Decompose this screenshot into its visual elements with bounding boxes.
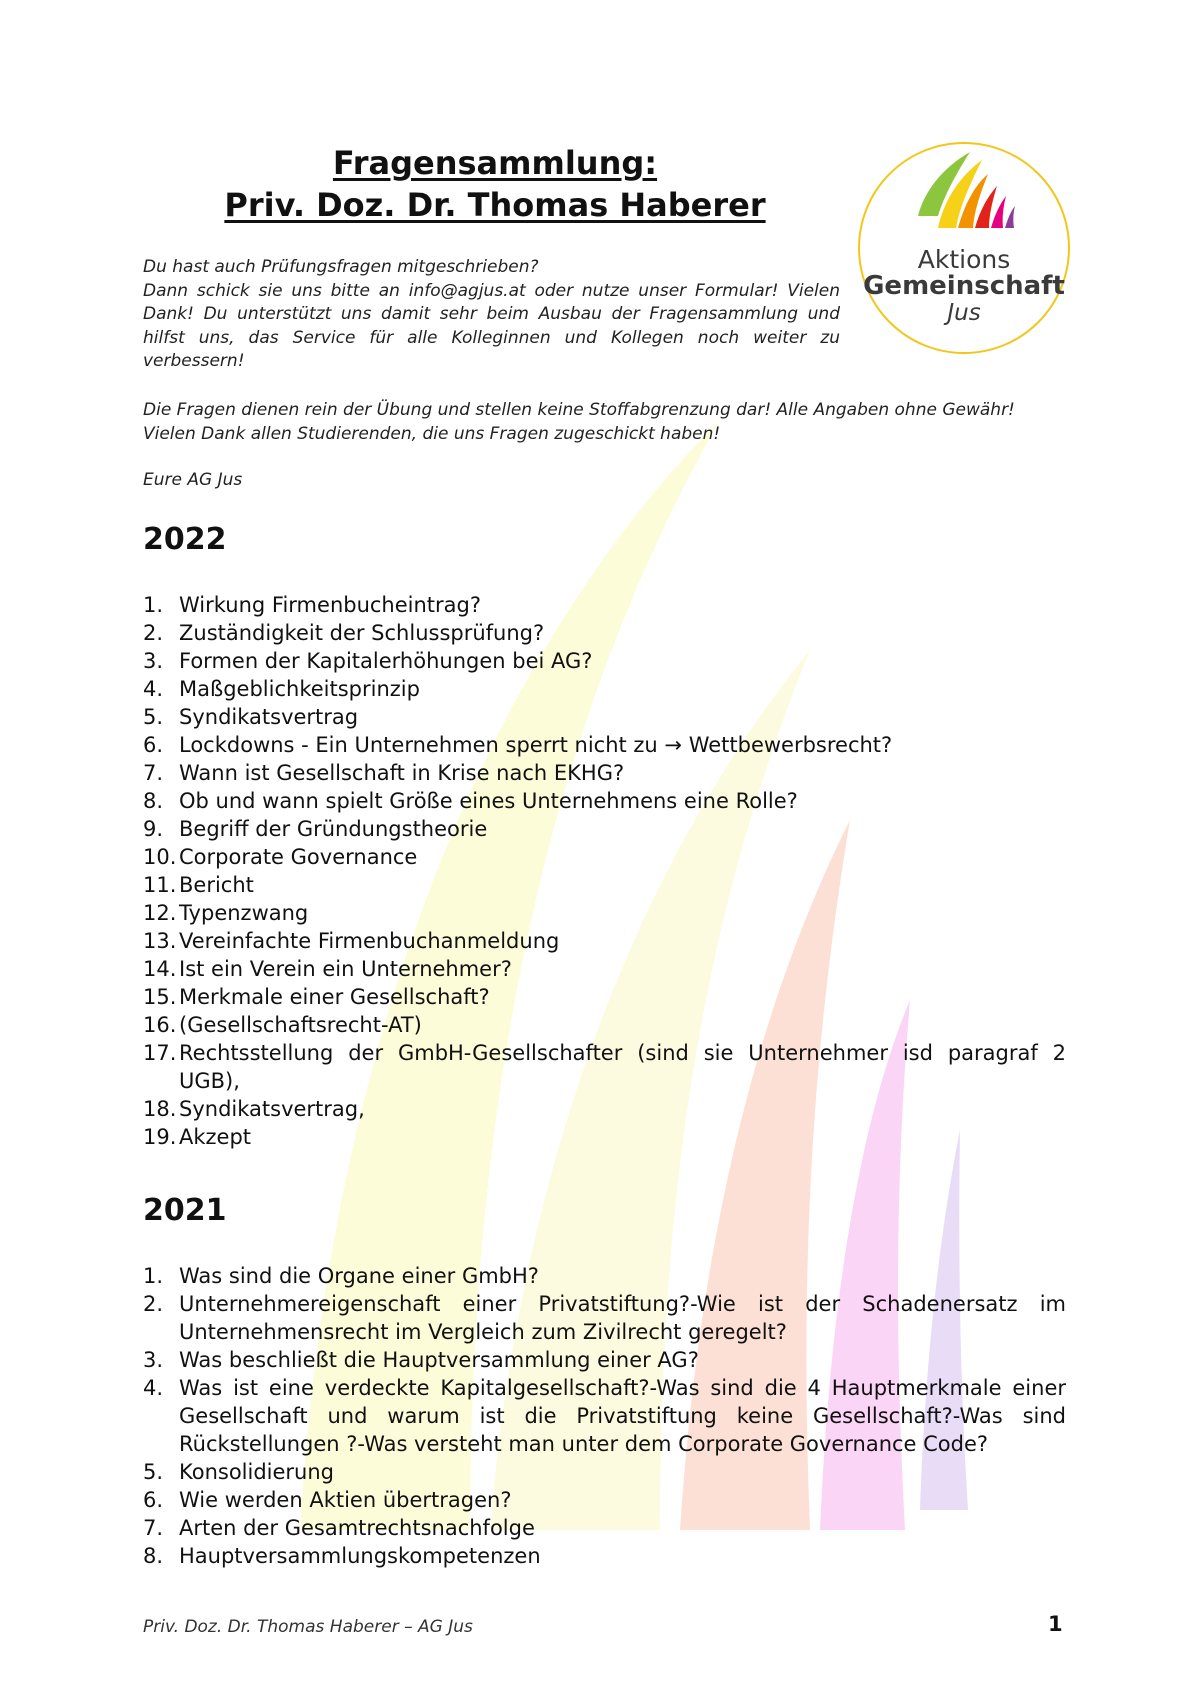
question-text: Was beschließt die Hauptversammlung einer AG? [179, 1348, 699, 1372]
question-item [143, 899, 1066, 927]
question-text: Arten der Gesamtrechtsnachfolge [179, 1516, 535, 1540]
question-number: 5. [143, 1460, 164, 1484]
question-text: Rechtsstellung der GmbH-Gesellschafter (sind sie Unternehmer isd paragraf 2 UGB), [179, 1041, 1066, 1093]
logo-flame-purple [1005, 206, 1015, 228]
intro-paragraph [143, 256, 840, 374]
thanks-text: Vielen Dank allen Studierenden, die uns Fragen zugeschickt haben! [143, 423, 721, 444]
question-number: 7. [143, 1516, 164, 1540]
question-item [143, 1542, 1066, 1570]
question-text: Was ist eine verdeckte Kapitalgesellschaft?-Was sind die 4 Hauptmerkmale einer Gesellschaft und warum ist die Privatstiftung keine Gesellschaft?-Was sind Rückstellungen ?-Was versteht man unter dem Corporate Governance Code? [179, 1376, 1066, 1456]
question-item [143, 1095, 1066, 1123]
question-item [143, 1458, 1066, 1486]
intro-question: Du hast auch Prüfungsfragen mitgeschrieben? [143, 257, 539, 277]
question-item [143, 759, 1066, 787]
question-text: Unternehmereigenschaft einer Privatstiftung?-Wie ist der Schadenersatz im Unternehmensrecht im Vergleich zum Zivilrecht geregelt? [179, 1292, 1066, 1344]
question-number: 1. [143, 593, 164, 617]
question-item [143, 871, 1066, 899]
question-text: Wann ist Gesellschaft in Krise nach EKHG? [179, 761, 625, 785]
question-item [143, 619, 1066, 647]
logo-text-line-3: Jus [947, 300, 981, 326]
question-item [143, 1262, 1066, 1290]
question-number: 2. [143, 621, 164, 645]
question-number: 18. [143, 1097, 177, 1121]
question-number: 6. [143, 733, 164, 757]
question-number: 8. [143, 1544, 164, 1568]
question-item [143, 731, 1066, 759]
question-text: Corporate Governance [179, 845, 418, 869]
title-line-2: Priv. Doz. Dr. Thomas Haberer [224, 186, 766, 224]
question-item [143, 1011, 1066, 1039]
question-text: Was sind die Organe einer GmbH? [179, 1264, 539, 1288]
question-item [143, 1486, 1066, 1514]
question-item [143, 815, 1066, 843]
question-item [143, 955, 1066, 983]
question-item [143, 591, 1066, 619]
question-item [143, 1514, 1066, 1542]
title-line-1: Fragensammlung: [332, 144, 658, 182]
question-item [143, 843, 1066, 871]
question-text: Hauptversammlungskompetenzen [179, 1544, 541, 1568]
question-number: 8. [143, 789, 164, 813]
intro-request: Dann schick sie uns bitte an info@agjus.at oder nutze unser Formular! Vielen Dank! Du unterstützt uns damit sehr beim Ausbau der Fragensammlung und hilfst uns, das Service für alle Kolleginnen und Kollegen noch weiter zu verbessern! [143, 280, 840, 371]
disclaimer-text: Die Fragen dienen rein der Übung und stellen keine Stoffabgrenzung dar! Alle Angaben ohne Gewähr! [143, 400, 1015, 420]
question-text: Begriff der Gründungstheorie [179, 817, 488, 841]
question-text: Zuständigkeit der Schlussprüfung? [179, 621, 545, 645]
question-list-2021 [143, 1262, 1066, 1570]
question-item [143, 787, 1066, 815]
question-text: Maßgeblichkeitsprinzip [179, 677, 420, 701]
year-heading-2021: 2021 [143, 1193, 227, 1228]
question-item [143, 1290, 1066, 1346]
question-text: Wirkung Firmenbucheintrag? [179, 593, 482, 617]
question-text: Syndikatsvertrag, [179, 1097, 365, 1121]
question-number: 17. [143, 1041, 177, 1065]
question-item [143, 1346, 1066, 1374]
logo-text-line-2: Gemeinschaft [863, 271, 1065, 301]
page-footer: Priv. Doz. Dr. Thomas Haberer – AG Jus [143, 1617, 473, 1637]
question-text: Vereinfachte Firmenbuchanmeldung [179, 929, 560, 953]
question-number: 10. [143, 845, 177, 869]
question-item [143, 927, 1066, 955]
disclaimer [143, 399, 1073, 446]
question-text: Ob und wann spielt Größe eines Unternehmens eine Rolle? [179, 789, 798, 813]
question-number: 15. [143, 985, 177, 1009]
question-number: 4. [143, 677, 164, 701]
year-heading-2022: 2022 [143, 522, 227, 557]
agjus-logo [858, 142, 1070, 354]
question-text: Merkmale einer Gesellschaft? [179, 985, 490, 1009]
question-number: 5. [143, 705, 164, 729]
question-text: Formen der Kapitalerhöhungen bei AG? [179, 649, 593, 673]
question-text: Lockdowns - Ein Unternehmen sperrt nicht zu → Wettbewerbsrecht? [179, 733, 893, 757]
question-number: 12. [143, 901, 177, 925]
question-item [143, 647, 1066, 675]
question-item [143, 675, 1066, 703]
question-text: Wie werden Aktien übertragen? [179, 1488, 512, 1512]
question-item [143, 1039, 1066, 1095]
signature: Eure AG Jus [143, 470, 243, 490]
question-text: Syndikatsvertrag [179, 705, 359, 729]
question-text: Konsolidierung [179, 1460, 335, 1484]
question-number: 19. [143, 1125, 177, 1149]
question-list-2022 [143, 591, 1066, 1151]
question-text: Akzept [179, 1125, 252, 1149]
question-number: 9. [143, 817, 164, 841]
question-number: 7. [143, 761, 164, 785]
question-item [143, 1123, 1066, 1151]
question-number: 1. [143, 1264, 164, 1288]
question-number: 3. [143, 1348, 164, 1372]
page-number: 1 [1048, 1612, 1063, 1636]
question-text: Bericht [179, 873, 254, 897]
question-number: 14. [143, 957, 177, 981]
question-item [143, 1374, 1066, 1458]
question-number: 13. [143, 929, 177, 953]
logo-flame-magenta [991, 196, 1006, 228]
document-title [145, 142, 845, 226]
question-item [143, 983, 1066, 1011]
question-number: 2. [143, 1292, 164, 1316]
logo-text [860, 246, 1068, 327]
question-number: 3. [143, 649, 164, 673]
question-item [143, 703, 1066, 731]
question-number: 4. [143, 1376, 164, 1400]
question-text: (Gesellschaftsrecht-AT) [179, 1013, 422, 1037]
logo-text-line-1: Aktions [917, 245, 1011, 274]
question-text: Ist ein Verein ein Unternehmer? [179, 957, 512, 981]
question-text: Typenzwang [179, 901, 309, 925]
question-number: 6. [143, 1488, 164, 1512]
question-number: 11. [143, 873, 177, 897]
question-number: 16. [143, 1013, 177, 1037]
